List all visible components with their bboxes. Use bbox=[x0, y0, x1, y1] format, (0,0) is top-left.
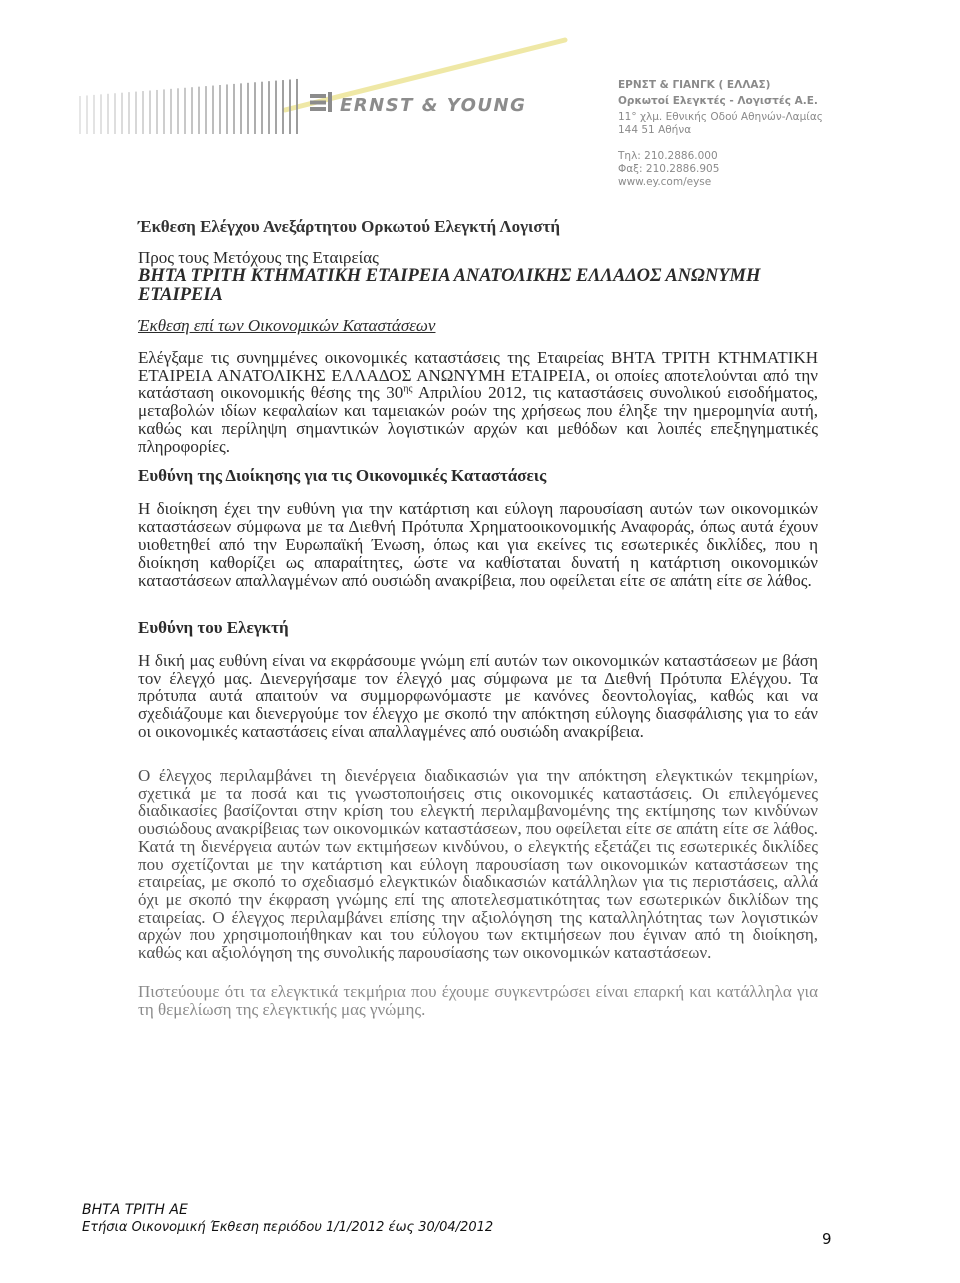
auditor-paragraph-1: Η δική μας ευθύνη είναι να εκφράσουμε γνώμη επί αυτών των οικονομικών καταστάσεων με βάση τον έλεγχό μας. Διενεργήσαμε τον έλεγχό μας σύμφωνα με τα Διεθνή Πρότυπα Ελέγχου. Τα πρότυπα αυτά απαιτούν να συμμορφωνόμαστε με κανόνες δεοντολογίας, καθώς και να σχεδιάζουμε και διενεργούμε τον έλεγχο με σκοπό την απόκτηση εύλογης διασφάλισης για το εάν οι οικονομικές καταστάσεις είναι απαλλαγμένες από ουσιώδη ανακρίβεια. bbox=[138, 651, 818, 741]
logo-mark-icon bbox=[310, 92, 332, 112]
ordinal-superscript: ης bbox=[403, 383, 413, 395]
auditor-paragraph-3: Πιστεύουμε ότι τα ελεγκτικά τεκμήρια που έχουμε συγκεντρώσει είναι επαρκή και κατάλληλα για τη θεμελίωση της ελεγκτικής μας γνώμης. bbox=[138, 982, 818, 1019]
section-title: Έκθεση επί των Οικονομικών Καταστάσεων bbox=[138, 316, 436, 335]
logo-mark-stripe bbox=[310, 94, 326, 98]
firm-subtitle: Ορκωτοί Ελεγκτές - Λογιστές Α.Ε. bbox=[618, 95, 818, 107]
auditor-heading: Ευθύνη του Ελεγκτή bbox=[138, 618, 289, 637]
logo-wordmark: ERNST & YOUNG bbox=[340, 95, 527, 116]
logo-bars bbox=[80, 79, 297, 134]
company-name: ΒΗΤΑ ΤΡΙΤΗ ΚΤΗΜΑΤΙΚΗ ΕΤΑΙΡΕΙΑ ΑΝΑΤΟΛΙΚΗΣ ΕΛΛΑΔΟΣ ΑΝΩΝΥΜΗ ΕΤΑΙΡΕΙΑ bbox=[138, 266, 761, 305]
firm-address-line2: 144 51 Αθήνα bbox=[618, 124, 692, 136]
footer-company: ΒΗΤΑ ΤΡΙΤΗ ΑΕ bbox=[82, 1202, 188, 1218]
logo-mark-bar bbox=[328, 92, 332, 112]
firm-phone: Τηλ: 210.2886.000 bbox=[618, 150, 718, 162]
firm-website: www.ey.com/eyse bbox=[618, 176, 712, 188]
management-paragraph: Η διοίκηση έχει την ευθύνη για την κατάρτιση και εύλογη παρουσίαση αυτών των οικονομικών καταστάσεων σύμφωνα με τα Διεθνή Πρότυπα Χρηματοοικονομικής Αναφοράς, όπως αυτά έχουν υιοθετηθεί από την Ευρωπαϊκή Ένωση, όπως και για εκείνες τις εσωτερικές δικλίδες, που η διοίκηση καθορίζει ως απαραίτητες, ώστε να καθίσταται δυνατή η κατάρτιση οικονομικών καταστάσεων απαλλαγμένων από ουσιώδη ανακρίβεια, που οφείλεται είτε σε απάτη είτε σε λάθος. bbox=[138, 499, 818, 590]
firm-address-line1: 11° χλμ. Εθνικής Οδού Αθηνών-Λαμίας bbox=[618, 111, 823, 123]
footer-document-title: Ετήσια Οικονομική Έκθεση περιόδου 1/1/2012 έως 30/04/2012 bbox=[82, 1220, 494, 1235]
report-title: Έκθεση Ελέγχου Ανεξάρτητου Ορκωτού Ελεγκτή Λογιστή bbox=[138, 217, 561, 236]
logo-mark-stripe bbox=[310, 101, 326, 105]
logo-mark-stripe bbox=[310, 107, 326, 111]
report-addressee: Προς τους Μετόχους της Εταιρείας bbox=[138, 248, 379, 267]
intro-paragraph bbox=[138, 349, 818, 455]
firm-fax: Φαξ: 210.2886.905 bbox=[618, 163, 720, 175]
intro-text-end: Απριλίου 2012, τις καταστάσεις συνολικού εισοδήματος, μεταβολών ιδίων κεφαλαίων και ταμειακών ροών της χρήσεως που έληξε την ημερομηνία αυτή, καθώς και περίληψη σημαντικών λογιστικών αρχών και μεθόδων και λοιπές επεξηγηματικές πληροφορίες. bbox=[138, 383, 818, 456]
auditor-paragraph-2: Ο έλεγχος περιλαμβάνει τη διενέργεια διαδικασιών για την απόκτηση ελεγκτικών τεκμηρίων, σχετικά με τα ποσά και τις γνωστοποιήσεις στις οικονομικές καταστάσεις. Οι επιλεγόμενες διαδικασίες βασίζονται στην κρίση του ελεγκτή περιλαμβανομένης της εκτίμησης των κινδύνων ουσιώδους ανακρίβειας των οικονομικών καταστάσεων, που οφείλεται είτε σε απάτη είτε σε λάθος. Κατά τη διενέργεια αυτών των εκτιμήσεων κινδύνου, ο ελεγκτής εξετάζει τις εσωτερικές δικλίδες που σχετίζονται με την κατάρτιση και εύλογη παρουσίαση των οικονομικών καταστάσεων της εταιρείας, με σκοπό το σχεδιασμό ελεγκτικών διαδικασιών κατάλληλων για τις περιστάσεις, αλλά όχι με σκοπό την έκφραση γνώμης επί της αποτελεσματικότητας των εσωτερικών δικλίδων της εταιρείας. Ο έλεγχος περιλαμβάνει επίσης την αξιολόγηση της καταλληλότητας των λογιστικών αρχών που χρησιμοποιήθηκαν και του εύλογου των εκτιμήσεων που έγιναν από τη διοίκηση, καθώς και αξιολόγηση της συνολικής παρουσίασης των οικονομικών καταστάσεων. bbox=[138, 766, 818, 963]
management-heading: Ευθύνη της Διοίκησης για τις Οικονομικές Καταστάσεις bbox=[138, 466, 547, 485]
intro-text-start: Ελέγξαμε τις συνημμένες οικονομικές καταστάσεις της Εταιρείας ΒΗΤΑ ΤΡΙΤΗ ΚΤΗΜΑΤΙΚΗ ΕΤΑΙΡΕΙΑ ΑΝΑΤΟΛΙΚΗΣ ΕΛΛΑΔΟΣ ΑΝΩΝΥΜΗ ΕΤΑΙΡΕΙΑ, οι οποίες αποτελούνται από την κατάσταση οικονομικής θέσης της 30 bbox=[138, 348, 818, 403]
firm-name: ΕΡΝΣΤ & ΓΙΑΝΓΚ ( ΕΛΛΑΣ) bbox=[618, 79, 771, 91]
page-number: 9 bbox=[822, 1230, 832, 1248]
ey-beam-logo-icon bbox=[70, 30, 570, 145]
